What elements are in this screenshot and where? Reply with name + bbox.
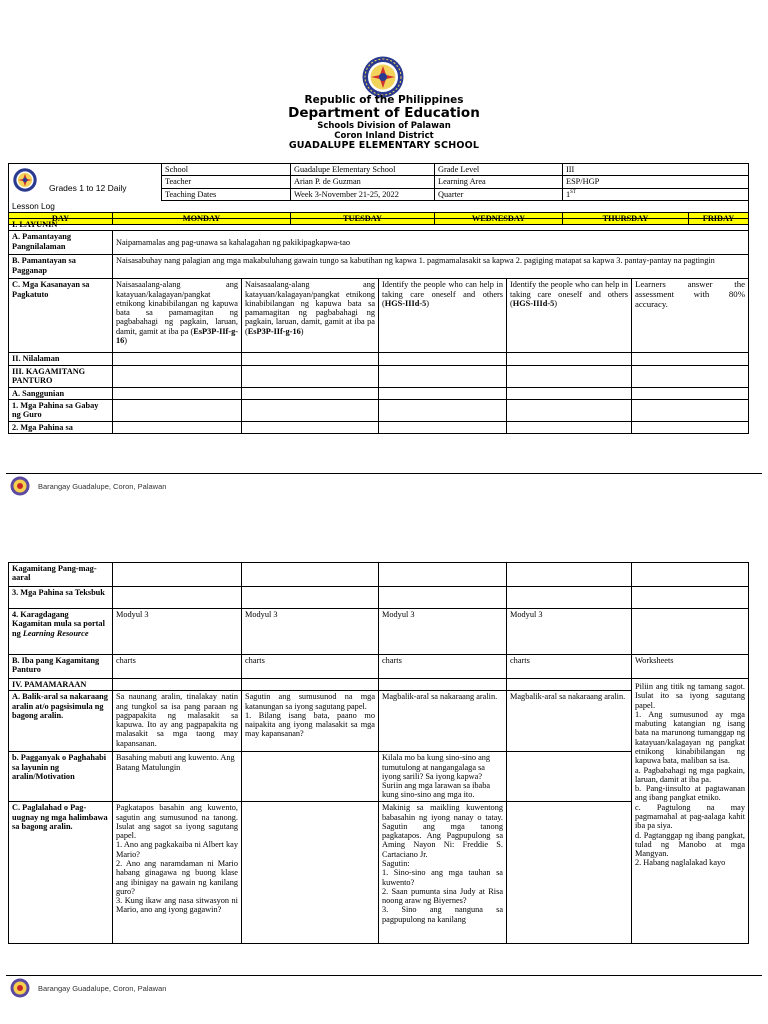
friday-header: FRIDAY	[689, 213, 749, 225]
teacher-value: Arian P. de Guzman	[291, 176, 435, 188]
sanggunian-heading: A. Sanggunian	[9, 387, 113, 399]
teksbuk-label: 3. Mga Pahina sa Teksbuk	[9, 587, 113, 609]
paglalahad-label: C. Paglalahad o Pag-uugnay ng mga halimbawa sa bagong aralin.	[9, 802, 113, 944]
deped-seal	[362, 56, 404, 98]
wednesday-header: WEDNESDAY	[435, 213, 563, 225]
modyul-friday	[632, 609, 749, 655]
school-logo-icon	[10, 978, 30, 998]
friday-assessment: Piliin ang titik ng tamang sagot. Isulat ito sa iyong sagutang papel. 1. Ang sumusunod ay mga mabuting katangian ng isang bata na marunong tumanggap ng katayuan/kalagayan ng pangkat etnikong kinabibilangan ng kapuwa bata, maliban sa isa. a. Pagbabahagi ng mga pagkain, laruan, damit at iba pa. b. Pang-iinsulto at pagtawanan ang ibang pangkat etniko. c. Pagtulong na may pagmamahal at pag-aalaga kahit iba pa siya. d. Pagtanggap ng ibang pangkat, tulad ng Manobo at mga Mangyan. 2. Habang naglalakad kayo	[632, 679, 749, 944]
modyul-tuesday: Modyul 3	[242, 609, 379, 655]
pagganyak-wednesday: Kilala mo ba kung sino-sino ang tumutulong at nangangalaga sa iyong sarili? Sa iyong kapwa? Suriin ang mga larawan sa ibaba kung sino-sino ang mga ito.	[379, 752, 507, 802]
quarter-value: 1ST	[563, 188, 749, 200]
iba-tuesday: charts	[242, 655, 379, 679]
pamantayang-pangnilalaman-text: Naipamamalas ang pag-unawa sa kahalagahan ng pakikipagkapwa-tao	[113, 231, 749, 255]
lesson-log-body-page1	[8, 218, 749, 434]
balik-aral-thursday: Magbalik-aral sa nakaraang aralin.	[507, 691, 632, 752]
footer-2	[10, 978, 166, 998]
footer-1	[10, 476, 166, 496]
kasanayan-friday: Learners answer the assessment with 80% accuracy.	[632, 279, 749, 353]
department-title: Department of Education	[288, 105, 480, 121]
teacher-label: Teacher	[162, 176, 291, 188]
school-label: School	[162, 164, 291, 176]
district-text: Coron Inland District	[334, 131, 434, 141]
lesson-log-table-page2	[8, 562, 749, 944]
teaching-dates-value: Week 3-November 21-25, 2022	[291, 188, 435, 200]
learning-area-label: Learning Area	[435, 176, 563, 188]
kagamitang-pang-mag-aaral-label: Kagamitang Pang-mag-aaral	[9, 563, 113, 587]
teaching-dates-label: Teaching Dates	[162, 188, 291, 200]
pagganyak-monday: Basahing mabuti ang kuwento. Ang Batang Matulungin	[113, 752, 242, 802]
grades-label: Grades 1 to 12 Daily	[49, 183, 127, 193]
karagdagang-kagamitan-label: 4. Karagdagang Kagamitan mula sa portal ng Learning Resource	[9, 609, 113, 655]
balik-aral-monday: Sa naunang aralin, tinalakay natin ang tungkol sa isa pang paraan ng pagpapakita ng malasakit sa kapuwa. Ito ay ang pagpapakita ng malasakit sa mga taong may kapansanan.	[113, 691, 242, 752]
school-name: GUADALUPE ELEMENTARY SCHOOL	[288, 140, 480, 151]
thursday-header: THURSDAY	[563, 213, 689, 225]
mga-kasanayan-label: C. Mga Kasanayan sa Pagkatuto	[9, 279, 113, 353]
tuesday-header: TUESDAY	[291, 213, 435, 225]
grade-level-label: Grade Level	[435, 164, 563, 176]
monday-header: MONDAY	[113, 213, 291, 225]
pamantayang-pangnilalaman-label: A. Pamantayang Pangnilalaman	[9, 231, 113, 255]
lesson-log-table-page1	[8, 163, 749, 225]
kasanayan-monday: Naisasaalang-alang ang katayuan/kalagayan/pangkat etnikong kinabibilangan ng kapuwa bata sa pamamagitan ng pagbabahagi ng pagkain, laruan, damit, gamit at iba pa (EsP3P-IIf-g-16)	[113, 279, 242, 353]
kasanayan-thursday: Identify the people who can help in taking care oneself and others (HGS-IIId-5)	[507, 279, 632, 353]
modyul-monday: Modyul 3	[113, 609, 242, 655]
kasanayan-wednesday: Identify the people who can help in taking care oneself and others (HGS-IIId-5)	[379, 279, 507, 353]
pagganyak-tuesday	[242, 752, 379, 802]
paglalahad-wednesday: Makinig sa maikling kuwentong babasahin ng iyong nanay o tatay. Sagutin ang mga tanong pagkatapos. Ang Pagpupulong sa Aming Nayon Ni: Freddie S. Cartaciano Jr. Sagutin: 1. Sino-sino ang mga tauhan sa kuwento? 2. Saan pumunta sina Judy at Risa noong araw ng Biyernes? 3. Sino ang nanguna sa pagpupulong na kanilang	[379, 802, 507, 944]
pamantayan-sa-pagganap-label: B. Pamantayan sa Pagganap	[9, 255, 113, 279]
lesson-log-label: Lesson Log	[9, 200, 749, 212]
pamantayan-sa-pagganap-text: Naisasabuhay nang palagian ang mga makabuluhang gawain tungo sa kabutihan ng kapwa 1. pagmamalasakit sa kapwa 2. pagiging matapat sa kapwa 3. pantay-pantay na pagtingin	[113, 255, 749, 279]
iba-pang-kagamitan-label: B. Iba pang Kagamitang Panturo	[9, 655, 113, 679]
balik-aral-label: A. Balik-aral sa nakaraang aralin at/o pagsisimula ng bagong aralin.	[9, 691, 113, 752]
paglalahad-monday: Pagkatapos basahin ang kuwento, sagutin ang sumusunod na tanong. Isulat ang sagot sa iyong sagutang papel. 1. Ano ang pagkakaiba ni Albert kay Mario? 2. Ano ang naramdaman ni Mario habang ginagawa ng buong klase ang ibinigay na gawain ng kanilang guro? 3. Kung ikaw ang nasa sitwasyon ni Mario, ano ang iyong gagawin?	[113, 802, 242, 944]
kagamitang-panturo-heading: III. KAGAMITANG PANTURO	[9, 365, 113, 387]
republic-text: Republic of the Philippines	[304, 94, 464, 106]
iba-friday: Worksheets	[632, 655, 749, 679]
iba-monday: charts	[113, 655, 242, 679]
grade-level-value: III	[563, 164, 749, 176]
iba-thursday: charts	[507, 655, 632, 679]
balik-aral-wednesday: Magbalik-aral sa nakaraang aralin.	[379, 691, 507, 752]
gabay-ng-guro-label: 1. Mga Pahina sa Gabay ng Guro	[9, 399, 113, 421]
lesson-log-title-cell	[9, 164, 162, 201]
school-value: Guadalupe Elementary School	[291, 164, 435, 176]
quarter-label: Quarter	[435, 188, 563, 200]
footer-address: Barangay Guadalupe, Coron, Palawan	[38, 481, 167, 491]
modyul-thursday: Modyul 3	[507, 609, 632, 655]
iba-wednesday: charts	[379, 655, 507, 679]
footer-rule-1	[6, 473, 762, 474]
kasanayan-tuesday: Naisasaalang-alang ang katayuan/kalagayan/pangkat etnikong kinabibilangan ng kapuwa bata sa pamamagitan ng pagbabahagi ng pagkain, laruan, damit, gamit at iba pa (EsP3P-IIf-g-16)	[242, 279, 379, 353]
nilalaman-heading: II. Nilalaman	[9, 353, 113, 365]
pagganyak-label: b. Pagganyak o Paghahabi sa layunin ng aralin/Motivation	[9, 752, 113, 802]
learning-area-value: ESP/HGP	[563, 176, 749, 188]
deped-seal-small	[13, 168, 37, 192]
paglalahad-thursday	[507, 802, 632, 944]
footer-rule-2	[6, 975, 762, 976]
paglalahad-tuesday	[242, 802, 379, 944]
footer-address: Barangay Guadalupe, Coron, Palawan	[38, 983, 167, 993]
balik-aral-tuesday: Sagutin ang sumusunod na mga katanungan sa iyong sagutang papel. 1. Bilang isang bata, paano mo naipakita ang iyong malasakit sa mga may kapansanan?	[242, 691, 379, 752]
layunin-heading: I. LAYUNIN	[9, 219, 749, 231]
pamamaraan-heading: IV. PAMAMARAAN	[9, 679, 113, 691]
school-logo-icon	[10, 476, 30, 496]
modyul-wednesday: Modyul 3	[379, 609, 507, 655]
division-text: Schools Division of Palawan	[317, 121, 451, 131]
pagganyak-thursday	[507, 752, 632, 802]
mga-pahina-label: 2. Mga Pahina sa	[9, 421, 113, 433]
day-header: DAY	[9, 213, 113, 225]
